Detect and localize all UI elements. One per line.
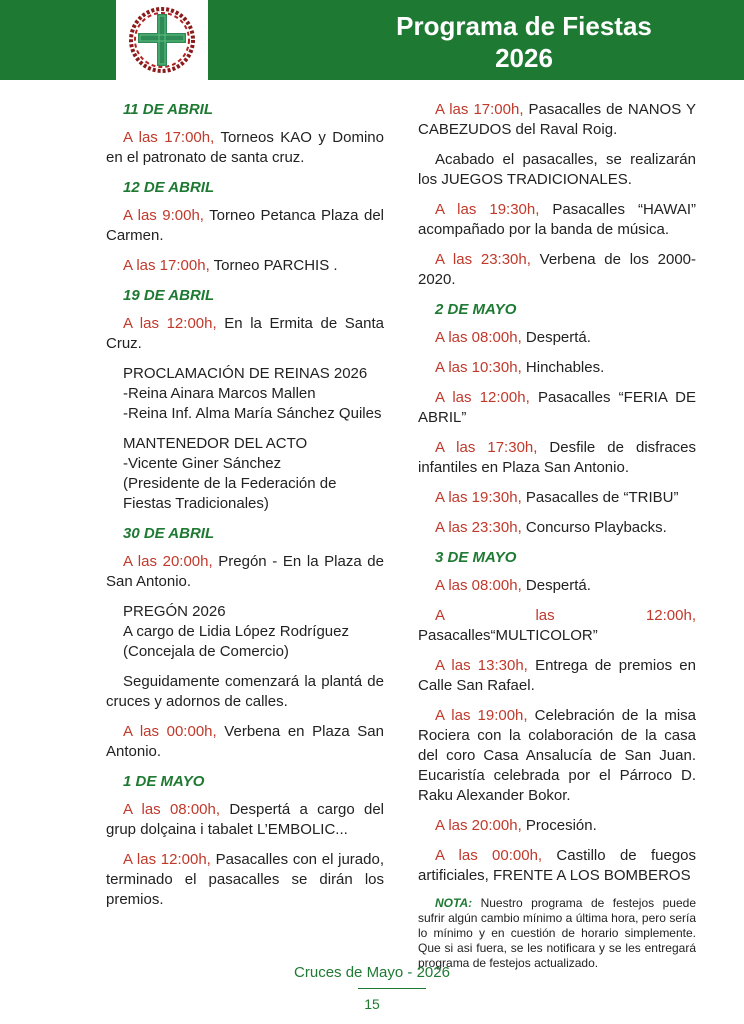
event-item xyxy=(418,358,696,378)
event-time: A las 00:00h, xyxy=(435,847,543,864)
event-item xyxy=(418,816,696,836)
info-block xyxy=(123,602,384,662)
title-line-2: 2026 xyxy=(495,43,553,73)
event-item xyxy=(418,706,696,806)
event-item xyxy=(418,518,696,538)
event-time: A las 08:00h, xyxy=(435,577,522,594)
event-item xyxy=(418,100,696,140)
event-time: A las 12:00h, xyxy=(123,315,217,332)
event-text: Pasacalles“MULTICOLOR” xyxy=(418,627,598,644)
event-text: Pasacalles “HAWAI” acompañado por la banda de música. xyxy=(418,201,696,238)
event-item xyxy=(106,552,384,592)
date-heading: 30 DE ABRIL xyxy=(123,525,215,542)
event-text: Concurso Playbacks. xyxy=(521,519,667,536)
event-text: Pregón - En la Plaza de San Antonio. xyxy=(106,553,384,590)
event-time: A las 17:00h, xyxy=(123,129,215,146)
event-text: Pasacalles con el jurado, terminado el pasacalles se dirán los premios. xyxy=(106,851,384,908)
event-text: Pasacalles de NANOS Y CABEZUDOS del Raval Roig. xyxy=(418,101,696,138)
title-line-1: Programa de Fiestas xyxy=(396,11,652,41)
event-item xyxy=(418,438,696,478)
page-number: 15 xyxy=(364,996,380,1012)
event-time: A las 13:30h, xyxy=(435,657,528,674)
event-text: Castillo de fuegos artificiales, FRENTE A LOS BOMBEROS xyxy=(418,847,696,884)
event-item xyxy=(418,576,696,596)
info-line: (Concejala de Comercio) xyxy=(123,643,289,660)
event-text: Entrega de premios en Calle San Rafael. xyxy=(418,657,696,694)
event-item xyxy=(418,388,696,428)
event-time: A las 12:00h, xyxy=(123,851,211,868)
date-heading: 1 DE MAYO xyxy=(123,773,205,790)
date-heading: 12 DE ABRIL xyxy=(123,179,215,196)
event-text: Verbena de los 2000-2020. xyxy=(418,251,697,288)
info-line: (Presidente de la Federación de Fiestas Tradicionales) xyxy=(123,475,337,512)
header-bar xyxy=(0,0,744,80)
date-heading: 19 DE ABRIL xyxy=(123,287,215,304)
nota-paragraph xyxy=(418,896,696,971)
event-text: Celebración de la misa Rociera con la colaboración de la casa del coro Casa Ansalucía de San Juan. Eucaristía celebrada por el Párroco D. Raku Alexander Bokor. xyxy=(418,707,697,804)
event-text: Despertá. xyxy=(521,577,591,594)
info-line: PREGÓN 2026 xyxy=(123,603,226,620)
info-block xyxy=(123,434,384,514)
event-item xyxy=(418,846,696,886)
event-time: A las 19:30h, xyxy=(435,201,540,218)
event-text: Pasacalles de “TRIBU” xyxy=(521,489,679,506)
left-column xyxy=(106,100,384,920)
event-item xyxy=(106,800,384,840)
event-item xyxy=(418,488,696,508)
event-note: Seguidamente comenzará la plantá de cruces y adornos de calles. xyxy=(106,673,384,710)
event-text: Desfile de disfraces infantiles en Plaza San Antonio. xyxy=(418,439,697,476)
event-time: A las 12:00h, xyxy=(435,389,530,406)
event-item xyxy=(106,850,384,910)
event-time: A las 08:00h, xyxy=(435,329,522,346)
event-time: A las 20:00h, xyxy=(435,817,522,834)
nota-label: NOTA: xyxy=(435,896,473,910)
date-heading: 11 DE ABRIL xyxy=(123,101,214,118)
event-item xyxy=(418,328,696,348)
event-time: A las 17:00h, xyxy=(123,257,210,274)
event-time: A las 17:30h, xyxy=(435,439,538,456)
event-text: Torneo Petanca Plaza del Carmen. xyxy=(106,207,384,244)
info-block xyxy=(123,364,384,424)
info-line: A cargo de Lidia López Rodríguez xyxy=(123,623,349,640)
right-column xyxy=(418,100,696,971)
event-time: A las 10:30h, xyxy=(435,359,522,376)
event-text: Torneo PARCHIS . xyxy=(209,257,338,274)
page-title xyxy=(354,10,694,74)
event-item xyxy=(106,128,384,168)
info-line: -Reina Ainara Marcos Mallen xyxy=(123,385,316,402)
event-item xyxy=(418,606,696,646)
event-time: A las 12:00h, xyxy=(435,607,696,624)
event-item xyxy=(418,250,696,290)
event-text: Despertá. xyxy=(521,329,591,346)
event-note: Acabado el pasacalles, se realizarán los JUEGOS TRADICIONALES. xyxy=(418,151,696,188)
event-time: A las 19:00h, xyxy=(435,707,528,724)
event-time: A las 20:00h, xyxy=(123,553,213,570)
event-text: Torneos KAO y Domino en el patronato de santa cruz. xyxy=(106,129,384,166)
date-heading: 2 DE MAYO xyxy=(435,301,517,318)
info-line: -Reina Inf. Alma María Sánchez Quiles xyxy=(123,405,382,422)
footer-divider xyxy=(358,988,426,989)
event-time: A las 9:00h, xyxy=(123,207,204,224)
event-time: A las 19:30h, xyxy=(435,489,522,506)
event-time: A las 08:00h, xyxy=(123,801,221,818)
event-text: En la Ermita de Santa Cruz. xyxy=(106,315,384,352)
event-text: Procesión. xyxy=(521,817,597,834)
event-item xyxy=(106,314,384,354)
event-time: A las 23:30h, xyxy=(435,251,531,268)
event-text: Pasacalles “FERIA DE ABRIL” xyxy=(418,389,697,426)
event-item xyxy=(418,200,696,240)
nota-text: Nuestro programa de festejos puede sufrir algún cambio mínimo a última hora, pero sería lo mínimo y en cuestión de horario simplemente. Que si asi fuera, se les notificara y se les entregará programa de festejos actualizado. xyxy=(418,896,696,970)
info-line: -Vicente Giner Sánchez xyxy=(123,455,282,472)
event-item xyxy=(106,722,384,762)
date-heading: 3 DE MAYO xyxy=(435,549,517,566)
event-item xyxy=(418,656,696,696)
footer-title: Cruces de Mayo - 2026 xyxy=(294,964,450,981)
event-time: A las 17:00h, xyxy=(435,101,524,118)
event-text: Verbena en Plaza San Antonio. xyxy=(106,723,384,760)
logo-box xyxy=(116,0,208,80)
event-time: A las 23:30h, xyxy=(435,519,522,536)
info-line: MANTENEDOR DEL ACTO xyxy=(123,435,308,452)
event-text: Despertá a cargo del grup dolçaina i tabalet L’EMBOLIC... xyxy=(106,801,384,838)
event-time: A las 00:00h, xyxy=(123,723,217,740)
event-item xyxy=(106,256,384,276)
info-line: PROCLAMACIÓN DE REINAS 2026 xyxy=(123,365,368,382)
event-text: Hinchables. xyxy=(521,359,605,376)
cross-crown-of-thorns-logo-icon xyxy=(126,4,198,76)
event-item xyxy=(106,206,384,246)
